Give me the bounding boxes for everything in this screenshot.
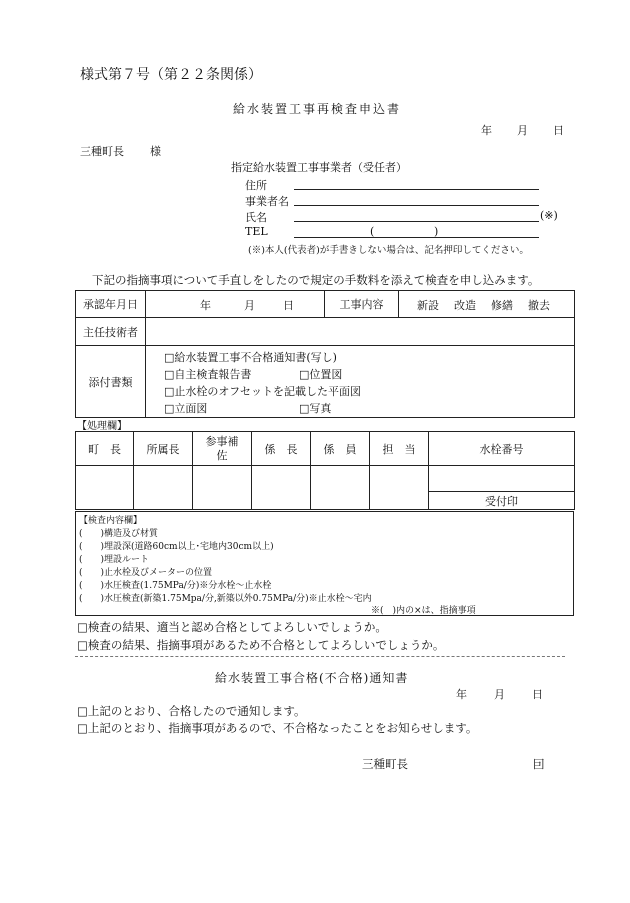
receipt-stamp-label: 受付印 <box>429 492 575 510</box>
date-year: 年 <box>481 124 492 137</box>
tel-paren-open: ( <box>370 225 375 238</box>
meter-number-cell[interactable] <box>429 466 575 492</box>
address-line[interactable] <box>294 189 539 190</box>
inspection-item[interactable]: ( )埋設ルート <box>79 555 150 565</box>
application-table <box>75 290 575 418</box>
notice-date-day: 日 <box>532 688 543 701</box>
inspection-item[interactable]: ( )止水栓及びメーターの位置 <box>79 568 213 578</box>
stamp-mayor[interactable] <box>76 466 134 510</box>
official-seal: 囙 <box>533 757 545 771</box>
approval-date-cell[interactable] <box>146 291 325 318</box>
company-label: 事業者名 <box>245 195 289 208</box>
approval-date-label: 承認年月日 <box>76 291 146 318</box>
name-line[interactable] <box>294 221 539 222</box>
honorific: 様 <box>150 145 161 158</box>
notice-date-month: 月 <box>494 688 505 701</box>
approval-month: 月 <box>244 299 255 312</box>
intro-text: 下記の指摘事項について手直しをしたので規定の手数料を添えて検査を申し込みます。 <box>92 273 540 287</box>
signature-note: (※)本人(代表者)が手書きしない場合は、記名押印してください。 <box>248 245 529 256</box>
stamp-deputy[interactable] <box>193 466 252 510</box>
cut-line-divider <box>75 656 565 657</box>
processing-table <box>75 431 575 510</box>
stamp-staff[interactable] <box>311 466 370 510</box>
stamp-person-in-charge[interactable] <box>370 466 429 510</box>
attachment-item[interactable]: □給水装置工事不合格通知書(写し) <box>164 350 337 364</box>
notice-title: 給水装置工事合格(不合格)通知書 <box>215 671 409 685</box>
attachments-label: 添付書類 <box>76 346 146 418</box>
inspection-footnote: ※( )内の×は、指摘事項 <box>371 606 476 616</box>
result-pass-option[interactable]: □検査の結果、適当と認め合格としてよろしいでしょうか。 <box>77 620 387 634</box>
col-section-head: 所属長 <box>134 432 193 466</box>
tel-line[interactable] <box>294 237 539 238</box>
date-day: 日 <box>553 124 564 137</box>
inspection-item[interactable]: ( )構造及び材質 <box>79 529 159 539</box>
processing-label: 【処理欄】 <box>77 421 127 432</box>
form-number: 様式第７号（第２２条関係） <box>80 67 262 83</box>
work-remove[interactable]: 撤去 <box>528 299 550 312</box>
attachments-cell <box>146 346 575 418</box>
name-label: 氏名 <box>245 211 267 224</box>
col-staff: 係 員 <box>311 432 370 466</box>
document-title: 給水装置工事再検査申込書 <box>233 102 402 116</box>
tel-paren-close: ) <box>434 225 439 238</box>
notice-date-year: 年 <box>456 688 467 701</box>
approval-day: 日 <box>283 299 294 312</box>
col-deputy: 参事補佐 <box>193 432 252 466</box>
applicant-heading: 指定給水装置工事事業者（受任者） <box>231 161 407 174</box>
col-mayor: 町 長 <box>76 432 134 466</box>
notice-fail-option[interactable]: □上記のとおり、指摘事項があるので、不合格なったことをお知らせします。 <box>77 721 478 735</box>
attachment-item[interactable]: □位置図 <box>299 367 343 381</box>
engineer-cell[interactable] <box>146 318 575 346</box>
col-chief: 係 長 <box>252 432 311 466</box>
stamp-chief[interactable] <box>252 466 311 510</box>
notice-pass-option[interactable]: □上記のとおり、合格したので通知します。 <box>77 704 306 718</box>
col-person-in-charge: 担 当 <box>370 432 429 466</box>
inspection-item[interactable]: ( )水圧検査(新築1.75Mpa/分,新築以外0.75MPa/分)※止水栓～宅内 <box>79 594 372 604</box>
work-content-cell[interactable] <box>399 291 575 318</box>
attachment-item[interactable]: □止水栓のオフセットを記載した平面図 <box>164 384 361 398</box>
work-new[interactable]: 新設 <box>417 299 439 312</box>
engineer-label: 主任技術者 <box>76 318 146 346</box>
date-month: 月 <box>517 124 528 137</box>
work-repair[interactable]: 修繕 <box>491 299 513 312</box>
company-line[interactable] <box>294 205 539 206</box>
inspection-label: 【検査内容欄】 <box>79 516 143 526</box>
seal-mark: (※) <box>540 209 558 222</box>
issuer-name: 三種町長 <box>362 757 408 771</box>
tel-label: TEL <box>245 225 268 238</box>
attachment-item[interactable]: □自主検査報告書 <box>164 367 252 381</box>
address-label: 住所 <box>245 179 267 192</box>
approval-year: 年 <box>200 299 211 312</box>
col-meter-number: 水栓番号 <box>429 432 575 466</box>
result-fail-option[interactable]: □検査の結果、指摘事項があるため不合格としてよろしいでしょうか。 <box>77 638 445 652</box>
inspection-item[interactable]: ( )水圧検査(1.75MPa/分)※分水栓～止水栓 <box>79 581 272 591</box>
inspection-item[interactable]: ( )埋設深(道路60cm以上･宅地内30cm以上) <box>79 542 274 552</box>
attachment-item[interactable]: □写真 <box>299 401 332 415</box>
work-content-label: 工事内容 <box>325 291 399 318</box>
addressee: 三種町長 <box>80 145 124 158</box>
stamp-section-head[interactable] <box>134 466 193 510</box>
inspection-box <box>75 511 574 616</box>
attachment-item[interactable]: □立面図 <box>164 401 208 415</box>
work-alter[interactable]: 改造 <box>454 299 476 312</box>
